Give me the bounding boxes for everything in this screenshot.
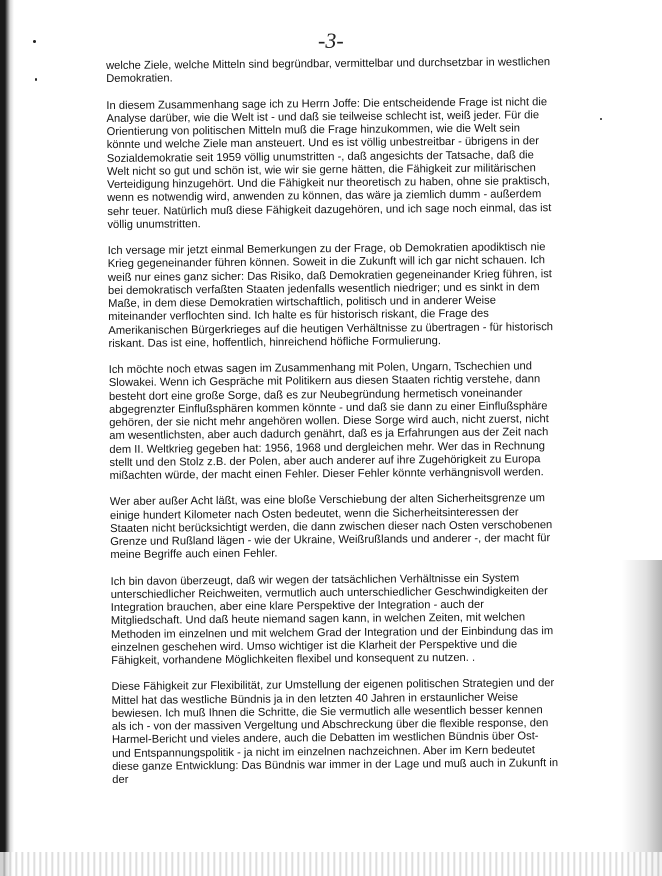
paragraph-3: Ich versage mir jetzt einmal Bemerkungen zu der Frage, ob Demokratien apodiktisch nie Krieg gegeneinander führen können. Soweit in die Zukunft will ich gar nicht schauen. Ich weiß nur eines ganz sicher: Das Risiko, daß Demokratien gegeneinander Krieg führen, ist bei demokratisch verfaßten Staaten jedenfalls wesentlich niedriger; und es sinkt in dem Maße, in dem diese Demokratien wirtschaftlich, politisch und in anderer Weise miteinander verflochten sind. Ich halte es für historisch riskant, die Frage des Amerikanischen Bürgerkrieges auf die heutigen Verhältnisse zu übertragen - für historisch riskant. Das ist eine, hoffentlich, hinreichend höfliche Formulierung. (107, 241, 554, 350)
scan-speck (600, 118, 602, 120)
paragraph-5: Wer aber außer Acht läßt, was eine bloße Verschiebung der alten Sicherheitsgrenze um einige hundert Kilometer nach Osten bedeutet, wenn die Sicherheitsinteressen der Staaten nicht berücksichtigt werden, die dann zwischen dieser nach Osten verschobenen Grenze und Rußland lägen - wie der Ukraine, Weißrußlands und anderer -, der macht für meine Begriffe auch einen Fehler. (109, 492, 553, 562)
scan-left-edge (0, 0, 14, 876)
scan-right-shadow (622, 560, 662, 876)
paragraph-6: Ich bin davon überzeugt, daß wir wegen der tatsächlichen Verhältnisse ein System unterschiedlicher Reichweiten, vermutlich auch unterschiedlicher Geschwindigkeiten der Integration brauchen, aber eine klare Perspektive der Integration - auch der Mitgliedschaft. Und daß heute niemand sagen kann, in welchen Zeiten, mit welchen Methoden im einzelnen und mit welchem Grad der Integration und der Einbindung das im einzelnen geschehen wird. Umso wichtiger ist die Klarheit der Perspektive und die Fähigkeit, vorhandene Möglichkeiten flexibel und konsequent zu nutzen. . (110, 571, 554, 667)
paragraph-2: In diesem Zusammenhang sage ich zu Herrn Joffe: Die entscheidende Frage ist nicht die Analyse darüber, wie die Welt ist - und daß sie teilweise schlecht ist, weiß jeder. Für die Orientierung von politischen Mitteln muß die Frage hinzukommen, wie die Welt sein könnte und welche Ziele man ansteuert. Und es ist völlig unbestreitbar - übrigens in der Sozialdemokratie seit 1959 völlig unumstritten -, daß angesichts der Tatsache, daß die Welt nicht so gut und schön ist, wie wir sie gerne hätten, die Fähigkeit zur militärischen Verteidigung hinzugehört. Und die Fähigkeit nur theoretisch zu haben, ohne sie praktisch, wenn es notwendig wird, anwenden zu können, das wäre ja ziemlich dumm - außerdem sehr teuer. Natürlich muß diese Fähigkeit dazugehören, und ich sage noch einmal, das ist völlig unumstritten. (106, 95, 552, 231)
scan-speck (35, 78, 37, 81)
paragraph-7: Diese Fähigkeit zur Flexibilität, zur Umstellung der eigenen politischen Strategien und der Mittel hat das westliche Bündnis ja in den letzten 40 Jahren in erstaunlicher Weise bewiesen. Ich muß Ihnen die Schritte, die Sie vermutlich alle wesentlich besser kennen als ich - von der massiven Vergeltung und Abschreckung über die flexible response, den Harmel-Bericht und vieles andere, auch die Debatten im westlichen Bündnis über Ost- und Entspannungspolitik - ja nicht im einzelnen nachzeichnen. Aber im Kern bedeutet diese ganze Entwicklung: Das Bündnis war immer in der Lage und muß auch in Zukunft in der (111, 677, 559, 786)
scan-speck (33, 40, 36, 43)
paragraph-1: welche Ziele, welche Mitteln sind begründbar, vermittelbar und durchsetzbar in westlichen Demokratien. (106, 56, 551, 86)
page-number: -3- (318, 28, 344, 53)
paragraph-4: Ich möchte noch etwas sagen im Zusammenhang mit Polen, Ungarn, Tschechien und Slowakei. Wenn ich Gespräche mit Politikern aus diesen Staaten richtig verstehe, dann besteht dort eine große Sorge, daß es zur Neubegründung hermetisch voneinander abgegrenzter Einflußsphären kommen könnte - und daß sie dann zu einer Einflußsphäre gehören, der sie nicht mehr angehören wollen. Diese Sorge wird auch, nicht zuerst, nicht am wesentlichsten, aber auch dadurch genährt, daß es ja Erfahrungen aus der Zeit nach dem II. Weltkrieg gegeben hat: 1956, 1968 und dergleichen mehr. Wer das in Rechnung stellt und den Stolz z.B. der Polen, aber auch anderer auf ihre Zugehörigkeit zu Europa mißachten würde, der macht einen Fehler. Dieser Fehler könnte verhängnisvoll werden. (108, 360, 549, 482)
scan-bottom-noise (0, 852, 662, 876)
document-body (106, 56, 558, 800)
